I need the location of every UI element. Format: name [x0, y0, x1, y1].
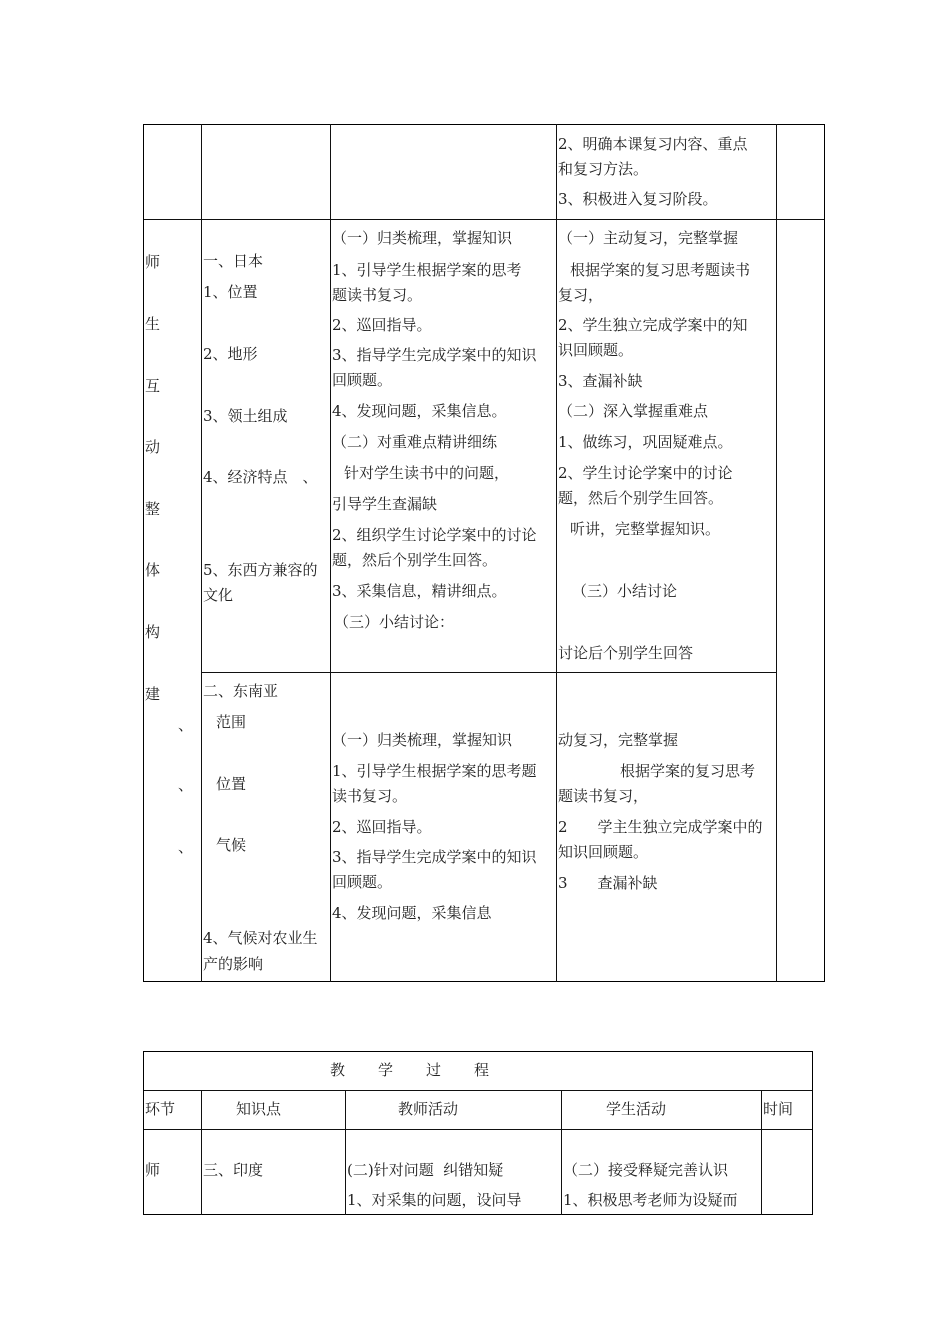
stage-char: 建: [145, 685, 161, 703]
stage-char: 构: [145, 623, 161, 641]
teacher-line: 3、指导学生完成学案中的知识: [332, 346, 537, 364]
student-line: 动复习，完整掌握: [558, 731, 679, 749]
table2-col-line-4: [761, 1090, 762, 1215]
teacher-line: 针对学生读书中的问题，: [344, 464, 510, 482]
knowledge-item: 文化: [203, 586, 234, 604]
teacher-line: 题，然后个别学生回答。: [332, 551, 498, 569]
stage-char: 体: [145, 561, 161, 579]
table2-bottom-border: [143, 1214, 813, 1215]
student-line: 题读书复习，: [558, 787, 649, 805]
knowledge-item: 气候: [216, 836, 247, 854]
table2-col-line-0: [143, 1051, 144, 1215]
student-line: （三）小结讨论: [572, 582, 678, 600]
knowledge-item: 4、气候对农业生: [203, 929, 318, 947]
student-line: 知识回顾题。: [558, 843, 649, 861]
stage-mark: 、: [178, 776, 194, 794]
table1-col-line-4: [776, 124, 777, 982]
knowledge-item: 3、领土组成: [203, 407, 288, 425]
student-line: 根据学案的复习思考: [620, 762, 756, 780]
knowledge-item: 位置: [216, 775, 247, 793]
knowledge-heading-japan: 一、日本: [203, 252, 264, 270]
table1-bottom-border: [143, 981, 825, 982]
knowledge-item: 4、经济特点 、: [203, 468, 318, 486]
knowledge-item: 2、地形: [203, 345, 258, 363]
knowledge-heading-sea: 二、东南亚: [203, 682, 279, 700]
student-line: 1、做练习，巩固疑难点。: [558, 433, 733, 451]
teacher-line: 3、采集信息，精讲细点。: [332, 582, 507, 600]
table2-header-divider: [143, 1129, 813, 1130]
table2-title: 教 学 过 程: [330, 1061, 491, 1079]
table1-subrow-divider: [201, 672, 777, 673]
student-line: 根据学案的复习思考题读书: [570, 261, 751, 279]
teacher-line: 引导学生查漏缺: [332, 495, 438, 513]
table1-col-line-5: [824, 124, 825, 982]
student-line: 讨论后个别学生回答: [558, 644, 694, 662]
teacher-line: 2、巡回指导。: [332, 316, 432, 334]
table1-row-divider: [143, 219, 825, 220]
knowledge-item: 产的影响: [203, 955, 264, 973]
row-student-line: 1、积极思考老师为设疑而: [563, 1191, 738, 1209]
row0-student-line: 2、明确本课复习内容、重点: [558, 135, 748, 153]
teacher-line: （一）归类梳理，掌握知识: [332, 229, 513, 247]
table1-col-line-0: [143, 124, 144, 982]
student-line: （二）深入掌握重难点: [558, 402, 709, 420]
stage-char: 师: [145, 253, 161, 271]
teacher-line: （二）对重难点精讲细练: [332, 433, 498, 451]
student-line: 题，然后个别学生回答。: [558, 489, 724, 507]
teacher-line: （一）归类梳理，掌握知识: [332, 731, 513, 749]
table2-col-line-3: [561, 1090, 562, 1215]
stage-char: 互: [145, 377, 161, 395]
stage-mark: 、: [178, 838, 194, 856]
teacher-line: 3、指导学生完成学案中的知识: [332, 848, 537, 866]
row-teacher-line: (二)针对问题 纠错知疑: [347, 1161, 504, 1179]
header-knowledge: 知识点: [236, 1100, 282, 1118]
table1-col-line-3: [556, 124, 557, 982]
table2-col-line-1: [201, 1090, 202, 1215]
header-student: 学生活动: [606, 1100, 667, 1118]
stage-char: 动: [145, 438, 161, 456]
row-stage: 师: [145, 1161, 161, 1179]
student-line: 复习，: [558, 286, 604, 304]
teacher-line: 1、引导学生根据学案的思考: [332, 261, 522, 279]
stage-char: 整: [145, 500, 161, 518]
teacher-line: 4、发现问题，采集信息。: [332, 402, 507, 420]
student-line: 2、学生独立完成学案中的知: [558, 316, 748, 334]
teacher-line: 回顾题。: [332, 371, 393, 389]
student-line: 听讲，完整掌握知识。: [570, 520, 721, 538]
student-line: 3、查漏补缺: [558, 372, 643, 390]
table1-col-line-1: [201, 124, 202, 982]
student-line: 识回顾题。: [558, 341, 634, 359]
student-line: 2、学生讨论学案中的讨论: [558, 464, 733, 482]
student-line: 2 学主生独立完成学案中的: [558, 818, 763, 836]
row0-student-line: 3、积极进入复习阶段。: [558, 190, 718, 208]
teacher-line: 题读书复习。: [332, 286, 423, 304]
teacher-line: 读书复习。: [332, 787, 408, 805]
stage-mark: 、: [178, 716, 194, 734]
header-stage: 环节: [145, 1100, 176, 1118]
header-teacher: 教师活动: [398, 1100, 459, 1118]
row-teacher-line: 1、对采集的问题，设问导: [347, 1191, 522, 1209]
table2-col-line-2: [345, 1090, 346, 1215]
teacher-line: 4、发现问题，采集信息: [332, 904, 492, 922]
teacher-line: 回顾题。: [332, 873, 393, 891]
knowledge-item: 5、东西方兼容的: [203, 561, 318, 579]
table2-top-border: [143, 1051, 813, 1052]
teacher-line: 2、组织学生讨论学案中的讨论: [332, 526, 537, 544]
teacher-line: （三）小结讨论：: [334, 613, 455, 631]
table1-top-border: [143, 124, 825, 125]
knowledge-item: 范围: [216, 713, 247, 731]
table2-col-line-5: [812, 1051, 813, 1215]
row-knowledge: 三、印度: [203, 1161, 264, 1179]
student-line: （一）主动复习，完整掌握: [558, 229, 739, 247]
knowledge-item: 1、位置: [203, 283, 258, 301]
row0-student-line: 和复习方法。: [558, 160, 649, 178]
teacher-line: 1、引导学生根据学案的思考题: [332, 762, 537, 780]
stage-char: 生: [145, 315, 161, 333]
student-line: 3 查漏补缺: [558, 874, 658, 892]
header-time: 时间: [763, 1100, 794, 1118]
teacher-line: 2、巡回指导。: [332, 818, 432, 836]
table2-title-divider: [143, 1090, 813, 1091]
row-student-line: （二）接受释疑完善认识: [563, 1161, 729, 1179]
table1-col-line-2: [330, 124, 331, 982]
